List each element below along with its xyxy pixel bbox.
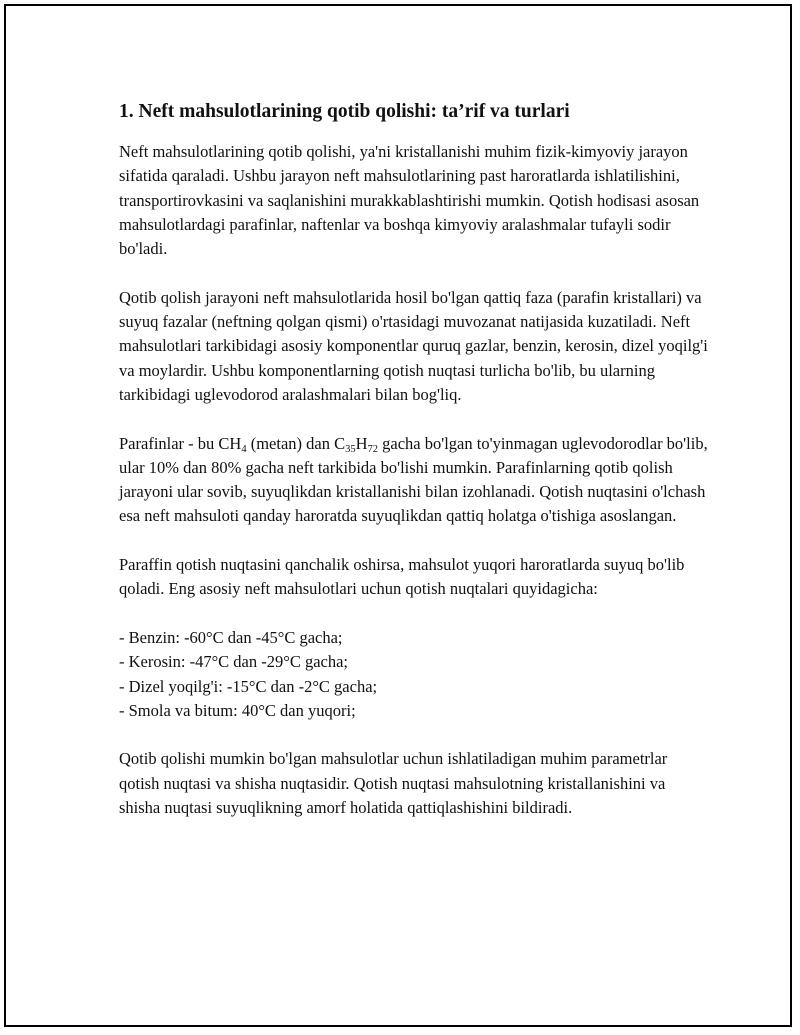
- list-item-dizel: - Dizel yoqilg'i: -15°C dan -2°C gacha;: [119, 676, 378, 696]
- subscript-35: 35: [345, 443, 356, 455]
- page-frame: [4, 4, 792, 1027]
- paraffins-text-2: (metan) dan C: [246, 433, 346, 453]
- list-item-kerosin: - Kerosin: -47°C dan -29°C gacha;: [119, 652, 349, 672]
- section-heading: 1. Neft mahsulotlarining qotib qolishi: ta’rif va turlari: [119, 101, 570, 122]
- paragraph-definition: Neft mahsulotlarining qotib qolishi, ya'ni kristallanishi muhim fizik-kimyoviy jarayon sifatida qaraladi. Ushbu jarayon neft mahsulotlarining past haroratlarda ishlatilishini, transportirovkasini va saqlanishini murakkablashtirishi mumkin. Qotish hodisasi asosan mahsulotlardagi parafinlar, naftenlar va boshqa kimyoviy aralashmalar tufayli sodir bo'ladi.: [119, 142, 700, 259]
- paraffins-text-1: Parafinlar - bu CH: [119, 433, 242, 453]
- paraffins-text-4: gacha bo'lgan to'yinmagan uglevodorodlar bo'lib, ular 10% dan 80% gacha neft tarkibida bo'lishi mumkin. Parafinlarning qotib qolish jarayoni ular sovib, suyuqlikdan kristallanishi bilan izohlanadi. Qotish nuqtasini o'lchash esa neft mahsuloti qanday haroratda suyuqlikdan qattiq holatga o'tishiga asoslangan.: [119, 433, 708, 526]
- list-item-smola: - Smola va bitum: 40°C dan yuqori;: [119, 700, 356, 720]
- paragraph-phases: Qotib qolish jarayoni neft mahsulotlarida hosil bo'lgan qattiq faza (parafin kristallari) va suyuq fazalar (neftning qolgan qismi) o'rtasidagi muvozanat natijasida kuzatiladi. Neft mahsulotlari tarkibidagi asosiy komponentlar quruq gazlar, benzin, kerosin, dizel yoqilg'i va moylardir. Ushbu komponentlarning qotish nuqtasi turlicha bo'lib, bu ularning tarkibidagi uglevodorod aralashmalari bilan bog'liq.: [119, 287, 708, 404]
- paragraph-parameters: Qotib qolishi mumkin bo'lgan mahsulotlar uchun ishlatiladigan muhim parametrlar qotish nuqtasi va shisha nuqtasidir. Qotish nuqtasi mahsulotning kristallanishini va shisha nuqtasi suyuqlikning amorf holatida qattiqlashishini bildiradi.: [119, 749, 668, 818]
- list-item-benzin: - Benzin: -60°C dan -45°C gacha;: [119, 627, 343, 647]
- paragraph-pour-points-intro: Paraffin qotish nuqtasini qanchalik oshirsa, mahsulot yuqori haroratlarda suyuq bo'lib qoladi. Eng asosiy neft mahsulotlari uchun qotish nuqtalari quyidagicha:: [119, 555, 685, 599]
- subscript-4: 4: [241, 443, 247, 455]
- paragraph-paraffins: [119, 432, 709, 529]
- paraffins-text-3: H: [355, 433, 368, 453]
- document-body: [119, 98, 709, 845]
- subscript-72: 72: [367, 443, 379, 455]
- pour-points-list: [119, 626, 709, 723]
